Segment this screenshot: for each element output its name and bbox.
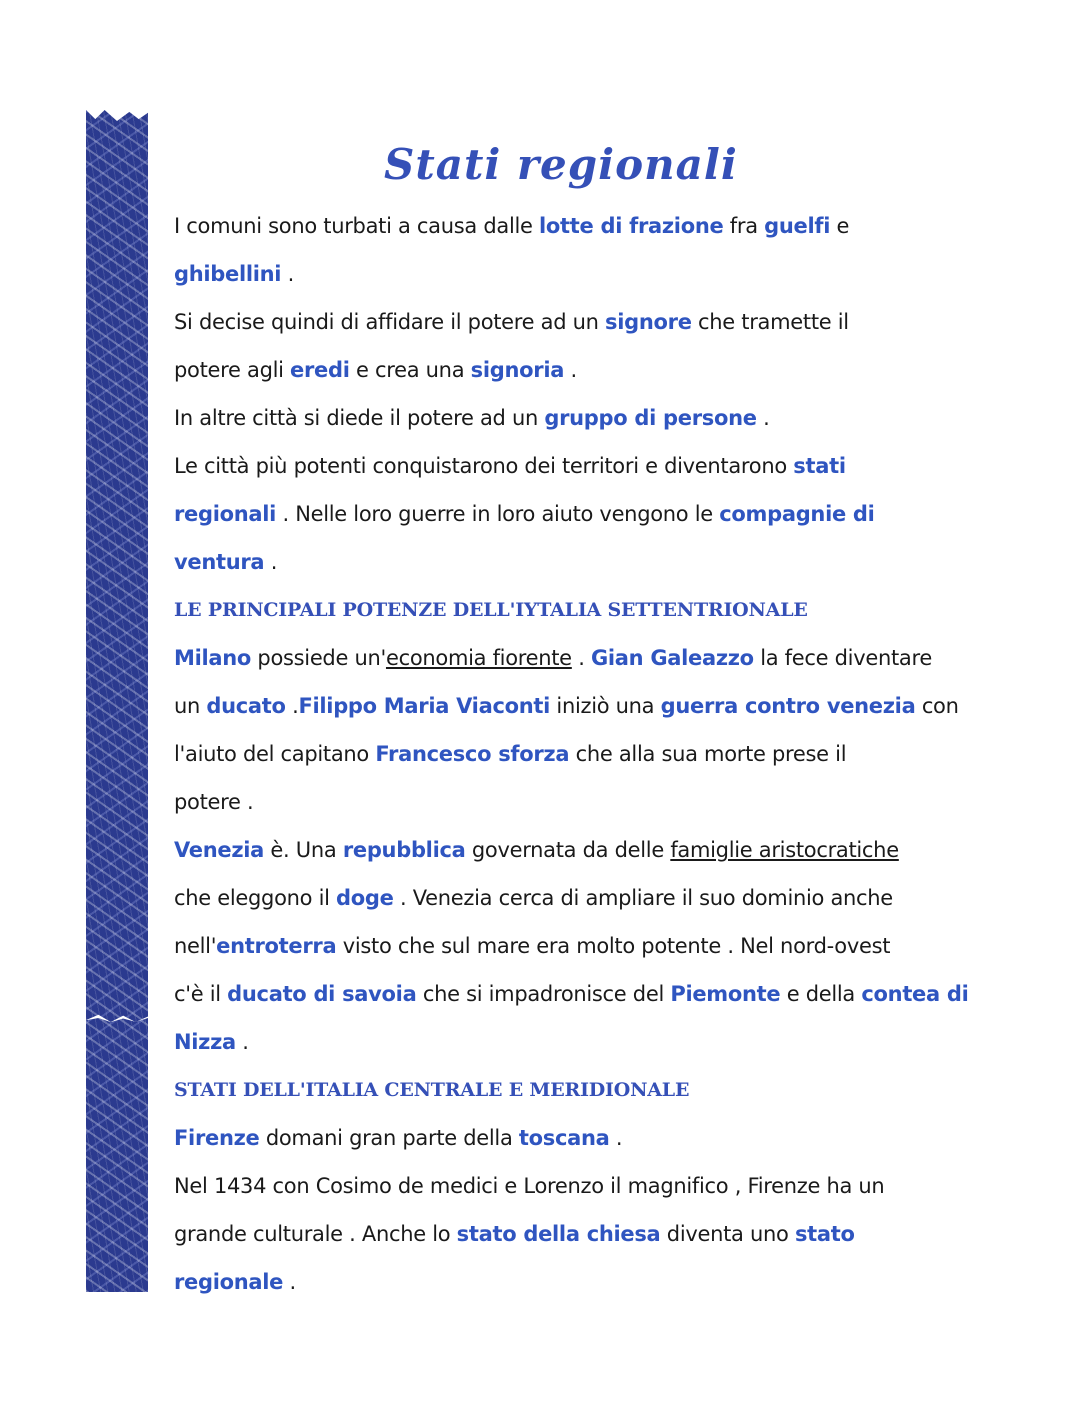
- text-line: [174, 1210, 1004, 1258]
- text-line: [174, 1258, 1004, 1306]
- highlighted-term: toscana: [518, 1126, 610, 1150]
- highlighted-term: signore: [605, 310, 692, 334]
- text-segment: possiede un': [251, 646, 386, 670]
- highlighted-term: ducato: [206, 694, 286, 718]
- text-line: [174, 730, 1004, 778]
- text-segment: nell': [174, 934, 217, 958]
- text-segment: l'aiuto del capitano: [174, 742, 376, 766]
- text-line: [174, 922, 1004, 970]
- highlighted-term: ventura: [174, 550, 265, 574]
- text-segment: fra: [723, 214, 765, 238]
- text-segment: .: [564, 358, 577, 382]
- text-line: [174, 202, 1004, 250]
- text-segment: .: [609, 1126, 623, 1150]
- text-line: [174, 442, 1004, 490]
- text-line: [174, 682, 1004, 730]
- text-line: [174, 298, 1004, 346]
- washi-tape-top: [86, 110, 148, 1022]
- highlighted-term: Nizza: [174, 1030, 236, 1054]
- text-segment: grande culturale . Anche lo: [174, 1222, 457, 1246]
- highlighted-term: ducato di savoia: [227, 982, 417, 1006]
- text-segment: c'è il: [174, 982, 228, 1006]
- text-line: [174, 634, 1004, 682]
- text-segment: domani gran parte della: [259, 1126, 519, 1150]
- highlighted-term: ghibellini: [174, 262, 282, 286]
- text-segment: .: [281, 262, 294, 286]
- text-segment: potere .: [174, 790, 254, 814]
- highlighted-term: Venezia: [174, 838, 265, 862]
- text-line: [174, 1018, 1004, 1066]
- text-segment: Si decise quindi di affidare il potere ad un: [174, 310, 606, 334]
- text-line: [174, 250, 1004, 298]
- highlighted-term: repubblica: [342, 838, 466, 862]
- text-line: [174, 1162, 1004, 1210]
- text-line: [174, 970, 1004, 1018]
- highlighted-term: doge: [336, 886, 394, 910]
- text-segment: che tramette il: [691, 310, 849, 334]
- highlighted-term: Gian Galeazzo: [590, 646, 754, 670]
- section-heading: LE PRINCIPALI POTENZE DELL'IYTALIA SETTENTRIONALE: [174, 599, 808, 621]
- section-heading: STATI DELL'ITALIA CENTRALE E MERIDIONALE: [174, 1079, 690, 1101]
- text-segment: che eleggono il: [174, 886, 337, 910]
- text-segment: I comuni sono turbati a causa dalle: [174, 214, 540, 238]
- washi-tape-bottom: [86, 1018, 148, 1292]
- highlighted-term: stato della chiesa: [456, 1222, 661, 1246]
- text-line: [174, 1114, 1004, 1162]
- text-segment: Nel 1434 con Cosimo de medici e Lorenzo il magnifico , Firenze ha un: [174, 1174, 885, 1198]
- text-segment: che si impadronisce del: [416, 982, 671, 1006]
- text-line: [174, 394, 1004, 442]
- text-segment: potere agli: [174, 358, 291, 382]
- text-line: [174, 826, 1004, 874]
- text-segment: è. Una: [264, 838, 343, 862]
- text-segment: con: [915, 694, 959, 718]
- highlighted-term: eredi: [290, 358, 350, 382]
- text-segment: .: [756, 406, 770, 430]
- underlined-term: economia fiorente: [385, 646, 572, 670]
- text-segment: e crea una: [349, 358, 471, 382]
- highlighted-term: entroterra: [216, 934, 337, 958]
- highlighted-term: lotte di frazione: [539, 214, 724, 238]
- text-segment: governata da delle: [465, 838, 671, 862]
- text-segment: .: [235, 1030, 249, 1054]
- highlighted-term: gruppo di persone: [544, 406, 757, 430]
- highlighted-term: guerra contro venezia: [660, 694, 916, 718]
- text-line: [174, 346, 1004, 394]
- text-segment: la fece diventare: [753, 646, 932, 670]
- text-segment: .: [283, 1270, 296, 1294]
- text-segment: .: [264, 550, 278, 574]
- highlighted-term: signoria: [470, 358, 565, 382]
- text-segment: che alla sua morte prese il: [569, 742, 847, 766]
- text-segment: e: [830, 214, 850, 238]
- text-segment: .: [571, 646, 591, 670]
- highlighted-term: Milano: [174, 646, 252, 670]
- text-segment: e della: [780, 982, 862, 1006]
- text-line: [174, 778, 1004, 826]
- highlighted-term: contea di: [861, 982, 969, 1006]
- text-segment: In altre città si diede il potere ad un: [174, 406, 545, 430]
- page-title: Stati regionali: [384, 140, 738, 189]
- text-line: [174, 874, 1004, 922]
- highlighted-term: Piemonte: [670, 982, 781, 1006]
- highlighted-term: guelfi: [764, 214, 831, 238]
- highlighted-term: Francesco sforza: [375, 742, 570, 766]
- notes-body: [174, 202, 1004, 1306]
- text-line: [174, 490, 1004, 538]
- text-segment: Le città più potenti conquistarono dei territori e diventarono: [174, 454, 794, 478]
- text-segment: . Nelle loro guerre in loro aiuto vengono le: [276, 502, 720, 526]
- notes-content: [174, 140, 1004, 1306]
- highlighted-term: Filippo Maria Viaconti: [298, 694, 551, 718]
- text-segment: diventa uno: [660, 1222, 795, 1246]
- text-segment: visto che sul mare era molto potente . Nel nord-ovest: [336, 934, 891, 958]
- highlighted-term: regionale: [174, 1270, 284, 1294]
- text-segment: iniziò una: [550, 694, 661, 718]
- text-line: [174, 538, 1004, 586]
- text-segment: .: [285, 694, 299, 718]
- highlighted-term: stati: [793, 454, 846, 478]
- highlighted-term: Firenze: [174, 1126, 260, 1150]
- highlighted-term: compagnie di: [719, 502, 875, 526]
- text-segment: un: [174, 694, 207, 718]
- highlighted-term: regionali: [174, 502, 277, 526]
- underlined-term: famiglie aristocratiche: [670, 838, 899, 862]
- text-segment: . Venezia cerca di ampliare il suo dominio anche: [393, 886, 893, 910]
- highlighted-term: stato: [794, 1222, 855, 1246]
